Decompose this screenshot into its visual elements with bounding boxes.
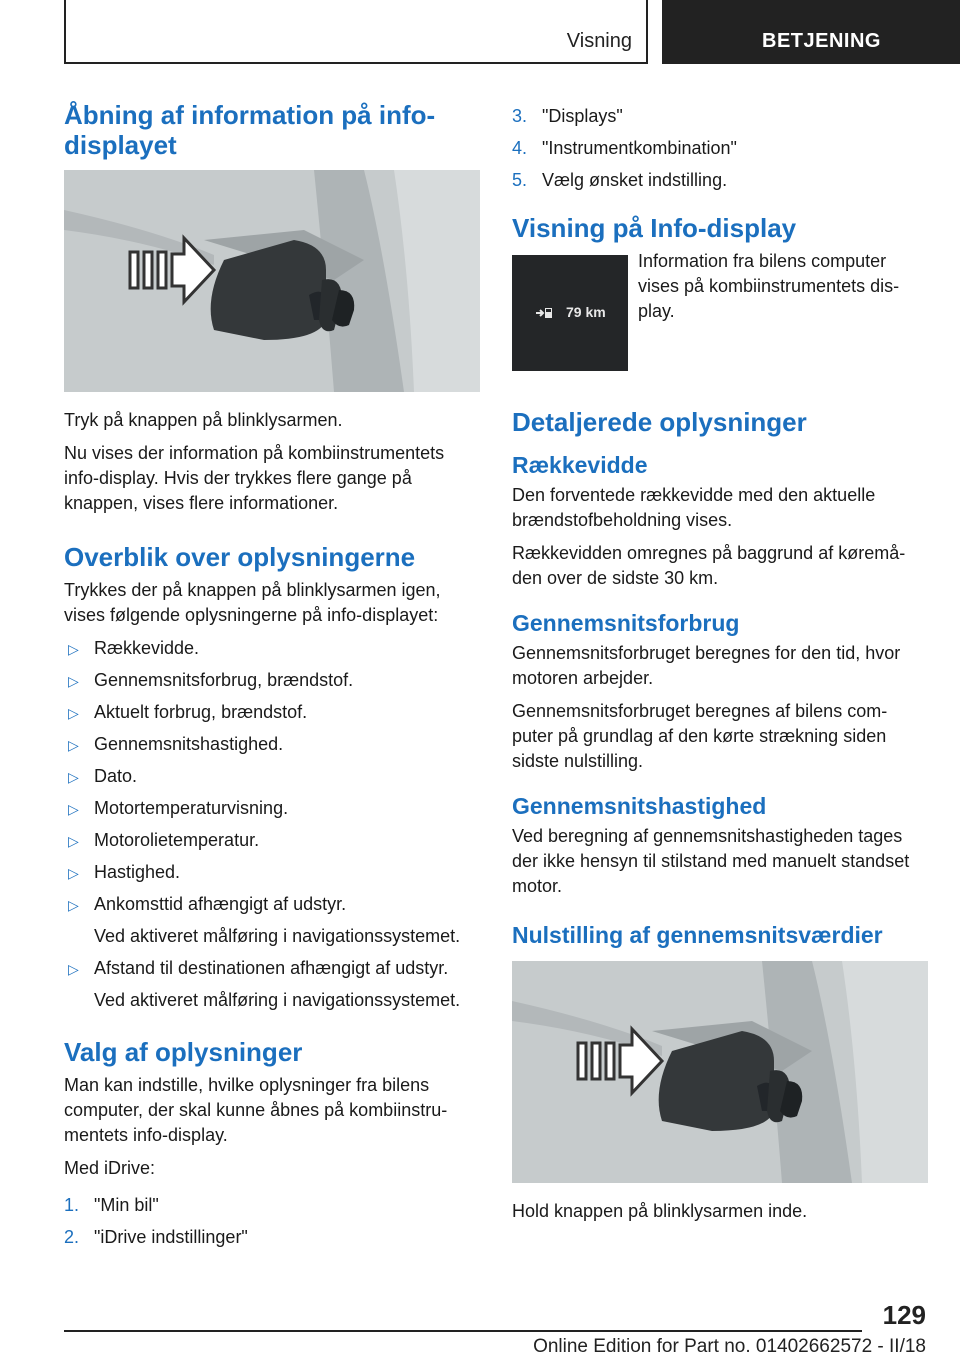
list-item bbox=[64, 828, 480, 853]
step-number: 2. bbox=[64, 1227, 80, 1247]
paragraph-range-2: Rækkevidden omregnes på baggrund af køremå-den over de sidste 30 km. bbox=[512, 543, 906, 588]
left-column bbox=[64, 100, 480, 1257]
paragraph-avg-consumption-2: Gennemsnitsforbruget beregnes af bilens com-puter på grundlag af den kørte strækning siden sidste nulstilling. bbox=[512, 701, 888, 771]
list-item-text: Hastighed. bbox=[94, 862, 181, 882]
subheading-avg-speed: Gennemsnitshastighed bbox=[512, 793, 767, 819]
step-number: 5. bbox=[512, 170, 528, 190]
page-header bbox=[0, 0, 960, 66]
list-item-text: Gennemsnitsforbrug, brændstof. bbox=[94, 670, 354, 690]
info-display-description: Information fra bilens computer vises på kombiinstrumentets dis-play. bbox=[638, 251, 900, 321]
step-text: "Displays" bbox=[542, 106, 623, 126]
footer-divider bbox=[64, 1330, 862, 1332]
step-text: "iDrive indstillinger" bbox=[94, 1227, 248, 1247]
step-number: 3. bbox=[512, 106, 528, 126]
bullet-triangle-icon: ▷ bbox=[68, 897, 79, 913]
range-value: 79 km bbox=[566, 304, 606, 320]
paragraph-hold-button: Hold knappen på blinklysarmen inde. bbox=[512, 1201, 808, 1221]
step-text: Vælg ønsket indstilling. bbox=[542, 170, 728, 190]
list-item-text: Rækkevidde. bbox=[94, 638, 200, 658]
subheading-avg-consumption: Gennemsnitsforbrug bbox=[512, 610, 740, 636]
list-item-note: Ved aktiveret målføring i navigationssystemet. bbox=[94, 926, 461, 946]
list-item bbox=[64, 636, 480, 661]
list-item bbox=[64, 668, 480, 693]
list-item bbox=[64, 956, 480, 1013]
bullet-triangle-icon: ▷ bbox=[68, 769, 79, 785]
paragraph-with-idrive: Med iDrive: bbox=[64, 1158, 156, 1178]
bullet-triangle-icon: ▷ bbox=[68, 737, 79, 753]
page-number: 129 bbox=[882, 1300, 926, 1330]
right-column bbox=[512, 104, 928, 1232]
bullet-triangle-icon: ▷ bbox=[68, 961, 79, 977]
list-item-text: Motortemperaturvisning. bbox=[94, 798, 289, 818]
paragraph-select-intro: Man kan indstille, hvilke oplysninger fra bilens computer, der skal kunne åbnes på kombiinstru-mentets info-display. bbox=[64, 1075, 448, 1145]
section-tab bbox=[64, 0, 648, 64]
paragraph-range-1: Den forventede rækkevidde med den aktuelle brændstofbeholdning vises. bbox=[512, 485, 876, 530]
step-text: "Instrumentkombination" bbox=[542, 138, 737, 158]
subheading-reset-averages: Nulstilling af gennemsnitsværdier bbox=[512, 922, 883, 948]
paragraph-press-button: Tryk på knappen på blinklysarmen. bbox=[64, 410, 343, 430]
bullet-triangle-icon: ▷ bbox=[68, 833, 79, 849]
list-item bbox=[64, 764, 480, 789]
section-title: Visning bbox=[566, 30, 632, 52]
list-item-text: Ankomsttid afhængigt af udstyr. bbox=[94, 894, 347, 914]
chapter-title: BETJENING bbox=[762, 30, 881, 52]
paragraph-avg-consumption-1: Gennemsnitsforbruget beregnes for den tid, hvor motoren arbejder. bbox=[512, 643, 901, 688]
fuel-range-icon bbox=[536, 306, 554, 320]
heading-select-info: Valg af oplysninger bbox=[64, 1037, 303, 1067]
list-item bbox=[64, 700, 480, 725]
list-item-text: Gennemsnitshastighed. bbox=[94, 734, 284, 754]
step-item bbox=[512, 136, 928, 161]
step-number: 4. bbox=[512, 138, 528, 158]
paragraph-avg-speed: Ved beregning af gennemsnitshastigheden tages der ikke hensyn til stilstand med manuelt standset motor. bbox=[512, 826, 910, 896]
bullet-triangle-icon: ▷ bbox=[68, 673, 79, 689]
subheading-range: Rækkevidde bbox=[512, 452, 648, 478]
info-display-block bbox=[512, 251, 928, 373]
idrive-steps-list-continued bbox=[512, 104, 928, 193]
turn-signal-lever-illustration-2 bbox=[512, 961, 928, 1183]
heading-detailed-info: Detaljerede oplysninger bbox=[512, 407, 807, 437]
step-item bbox=[64, 1193, 480, 1218]
list-item bbox=[64, 860, 480, 885]
edition-info: Online Edition for Part no. 01402662572 - II/18 bbox=[533, 1336, 926, 1357]
idrive-steps-list bbox=[64, 1193, 480, 1250]
list-item bbox=[64, 892, 480, 949]
chapter-tab bbox=[662, 0, 960, 64]
step-text: "Min bil" bbox=[94, 1195, 159, 1215]
step-item bbox=[512, 104, 928, 129]
bullet-triangle-icon: ▷ bbox=[68, 801, 79, 817]
list-item-text: Dato. bbox=[94, 766, 138, 786]
step-number: 1. bbox=[64, 1195, 80, 1215]
list-item-note: Ved aktiveret målføring i navigationssystemet. bbox=[94, 990, 461, 1010]
heading-overview: Overblik over oplysningerne bbox=[64, 542, 416, 572]
turn-signal-lever-illustration bbox=[64, 170, 480, 392]
list-item-text: Afstand til destinationen afhængigt af udstyr. bbox=[94, 958, 449, 978]
bullet-triangle-icon: ▷ bbox=[68, 641, 79, 657]
list-item bbox=[64, 732, 480, 757]
step-item bbox=[64, 1225, 480, 1250]
heading-open-info: Åbning af information på info-displayet bbox=[64, 100, 436, 160]
bullet-triangle-icon: ▷ bbox=[68, 865, 79, 881]
paragraph-info-shown: Nu vises der information på kombiinstrumentets info-display. Hvis der trykkes flere gange på knappen, vises flere informationer. bbox=[64, 443, 445, 513]
info-display-screen bbox=[512, 255, 628, 371]
list-item-text: Aktuelt forbrug, brændstof. bbox=[94, 702, 308, 722]
bullet-triangle-icon: ▷ bbox=[68, 705, 79, 721]
paragraph-overview-intro: Trykkes der på knappen på blinklysarmen igen, vises følgende oplysningerne på info-displayet: bbox=[64, 580, 441, 625]
heading-info-display: Visning på Info-display bbox=[512, 213, 797, 243]
info-options-list bbox=[64, 636, 480, 1013]
list-item-text: Motorolietemperatur. bbox=[94, 830, 260, 850]
list-item bbox=[64, 796, 480, 821]
step-item bbox=[512, 168, 928, 193]
